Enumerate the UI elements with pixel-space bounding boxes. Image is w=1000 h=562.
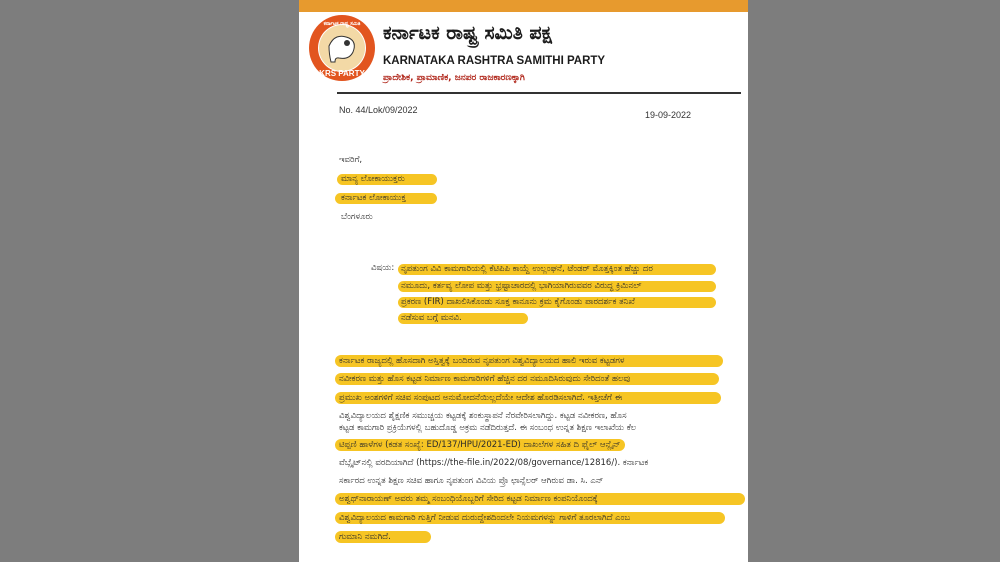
addressee-line-3: ಬೆಂಗಳೂರು bbox=[341, 212, 373, 222]
body-line-5: ಕಟ್ಟಡ ಕಾಮಗಾರಿ ಪ್ರಕ್ರಿಯೆಗಳಲ್ಲಿ ಬಹುದೊಡ್ಡ ಅಕ್ರಮ ನಡೆದಿರುತ್ತದೆ. ಈ ಸಂಬಂಧ ಉನ್ನತ ಶಿಕ್ಷಣ ಇಲಾಖೆಯ ಕೆಲ bbox=[339, 423, 637, 433]
subject-line-3: ಪ್ರಕರಣ (FIR) ದಾಖಲಿಸಿಕೊಂಡು ಸೂಕ್ತ ಕಾನೂನು ಕ್ರಮ ಕೈಗೊಂಡು ಪಾರದರ್ಶಕ ತನಿಖೆ bbox=[401, 297, 635, 307]
party-title-english: KARNATAKA RASHTRA SAMITHI PARTY bbox=[383, 55, 606, 67]
letterhead-divider bbox=[337, 92, 741, 94]
addressee-to-label: ಇವರಿಗೆ, bbox=[339, 155, 363, 165]
body-line-3: ಪ್ರಮುಖ ಅಂಶಗಳಿಗೆ ಸಚಿವ ಸಂಪುಟದ ಅನುಮೋದನೆಯಿಲ್ಲದೆಯೇ ಆದೇಶ ಹೊರಡಿಸಲಾಗಿದೆ. ಇತ್ತೀಚೆಗೆ ಈ bbox=[339, 393, 623, 403]
body-line-10: ವಿಶ್ವವಿದ್ಯಾಲಯದ ಕಾಮಗಾರಿ ಗುತ್ತಿಗೆ ನೀಡುವ ದುರುದ್ದೇಶದಿಂದಲೇ ನಿಯಮಗಳನ್ನು ಗಾಳಿಗೆ ತೂರಲಾಗಿದೆ ಎಂಬ bbox=[339, 513, 631, 523]
body-line-6: ಟಿಪ್ಪಣಿ ಹಾಳೆಗಳ (ಕಡತ ಸಂಖ್ಯೆ: ED/137/HPU/2021-ED) ದಾಖಲೆಗಳ ಸಹಿತ ದಿ ಫೈಲ್ ಆನ್ಲೈನ್ bbox=[339, 440, 621, 450]
letter-page bbox=[299, 0, 748, 562]
addressee-line-2: ಕರ್ನಾಟಕ ಲೋಕಾಯುಕ್ತ bbox=[341, 193, 406, 203]
body-line-11: ಗುಮಾನಿ ನಮಗಿದೆ. bbox=[339, 532, 391, 542]
body-line-8: ಸರ್ಕಾರದ ಉನ್ನತ ಶಿಕ್ಷಣ ಸಚಿವ ಹಾಗೂ ನೃಪತುಂಗ ವಿವಿಯ ಪ್ರೊ ಛಾನ್ಸೆಲರ್ ಆಗಿರುವ ಡಾ. ಸಿ. ಎನ್ bbox=[339, 476, 604, 486]
subject-line-2: ನಮೂದು, ಕರ್ತವ್ಯ ಲೋಪ ಮತ್ತು ಭ್ರಷ್ಟಾಚಾರದಲ್ಲಿ ಭಾಗಿಯಾಗಿರುವವರ ವಿರುದ್ಧ ಕ್ರಿಮಿನಲ್ bbox=[401, 281, 642, 291]
krs-party-logo-icon bbox=[307, 8, 377, 86]
body-line-4: ವಿಶ್ವವಿದ್ಯಾಲಯದ ಶೈಕ್ಷಣಿಕ ಸಮುಚ್ಚಯ ಕಟ್ಟಡಕ್ಕೆ ಶಂಕುಸ್ಥಾಪನೆ ನೆರವೇರಿಸಲಾಗಿದ್ದು. ಕಟ್ಟಡ ನವೀಕರಣ, ಹೊಸ bbox=[339, 411, 627, 421]
addressee-line-1: ಮಾನ್ಯ ಲೋಕಾಯುಕ್ತರು bbox=[341, 174, 405, 184]
subject-line-1: ನೃಪತುಂಗ ವಿವಿ ಕಾಮಗಾರಿಯಲ್ಲಿ ಕೆಟಿಪಿಪಿ ಕಾಯ್ದೆ ಉಲ್ಲಂಘನೆ, ಟೆಂಡರ್ ಮೊತ್ತಕ್ಕಿಂತ ಹೆಚ್ಚು ದರ bbox=[401, 264, 653, 274]
subject-label: ವಿಷಯ: bbox=[371, 263, 395, 273]
body-line-1: ಕರ್ನಾಟಕ ರಾಜ್ಯದಲ್ಲಿ ಹೊಸದಾಗಿ ಅಸ್ತಿತ್ವಕ್ಕೆ ಬಂದಿರುವ ನೃಪತುಂಗ ವಿಶ್ವವಿದ್ಯಾಲಯದ ಹಾಲಿ ಇರುವ ಕಟ್ಟಡಗಳ bbox=[339, 356, 625, 366]
party-tagline: ಪ್ರಾದೇಶಿಕ, ಪ್ರಾಮಾಣಿಕ, ಜನಪರ ರಾಜಕಾರಣಕ್ಕಾಗಿ bbox=[383, 73, 525, 83]
body-line-9: ಅಶ್ವಥ್‌ನಾರಾಯಣ್ ಅವರು ತಮ್ಮ ಸಂಬಂಧಿಯೊಬ್ಬರಿಗೆ ಸೇರಿದ ಕಟ್ಟಡ ನಿರ್ಮಾಣ ಕಂಪನಿಯೊಂದಕ್ಕೆ bbox=[339, 494, 598, 504]
letter-date: 19-09-2022 bbox=[645, 110, 692, 120]
party-title-kannada: ಕರ್ನಾಟಕ ರಾಷ್ಟ್ರ ಸಮಿತಿ ಪಕ್ಷ bbox=[383, 22, 552, 44]
body-line-2: ನವೀಕರಣ ಮತ್ತು ಹೊಸ ಕಟ್ಟಡ ನಿರ್ಮಾಣ ಕಾಮಗಾರಿಗಳಿಗೆ ಹೆಚ್ಚಿನ ದರ ನಮೂದಿಸಿರುವುದು ಸೇರಿದಂತೆ ಹಲವು bbox=[339, 374, 631, 384]
logo-arc-text: ಕರ್ನಾಟಕ ರಾಷ್ಟ್ರ ಸಮಿತಿ bbox=[323, 21, 361, 27]
reference-number: No. 44/Lok/09/2022 bbox=[339, 105, 418, 115]
logo-text: KRS PARTY bbox=[319, 69, 365, 78]
subject-line-4: ನಡೆಸುವ ಬಗ್ಗೆ ಮನವಿ. bbox=[401, 313, 462, 323]
body-line-7: ವೆಬ್ಸೈಟ್‌ನಲ್ಲಿ ವರದಿಯಾಗಿದೆ (https://the-file.in/2022/08/governance/12816/). ಕರ್ನಾಟಕ bbox=[339, 458, 649, 468]
